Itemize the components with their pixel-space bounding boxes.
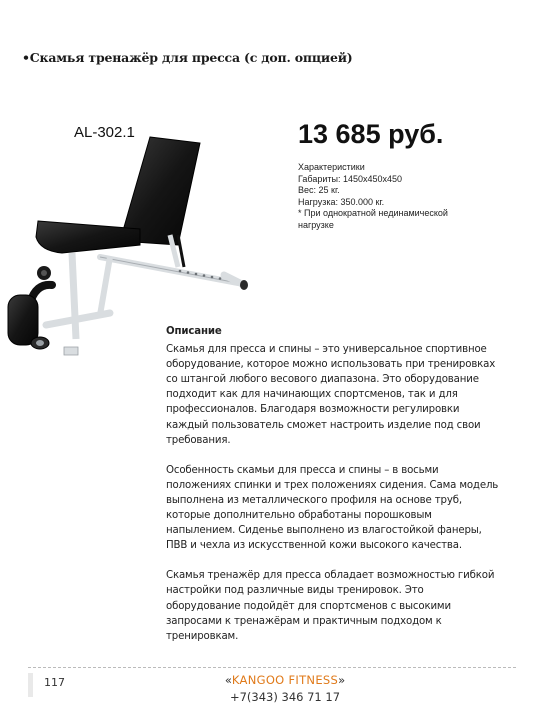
paragraph-line: напылением. Сиденье выполнено из влагостойкой фанеры,	[166, 525, 482, 537]
paragraph-line: Особенность скамьи для пресса и спины – в восьми	[166, 464, 439, 476]
description-heading: Описание	[166, 326, 222, 337]
description-paragraph	[166, 568, 516, 643]
paragraph-line: Скамья для пресса и спины – это универсальное спортивное	[166, 344, 487, 356]
paragraph-line: требования.	[166, 434, 231, 446]
paragraph-line: запросами к тренажёрам и практичным подходом к	[166, 615, 442, 627]
page-number-marker	[28, 673, 33, 697]
spec-line: * При однократной нединамической	[298, 208, 448, 219]
paragraph-line: профессионалов. Благодаря возможности регулировки	[166, 404, 460, 416]
spec-line: нагрузке	[298, 219, 334, 230]
paragraph-line: выполнена из металлического профиля на основе труб,	[166, 494, 462, 506]
spec-line: Вес: 25 кг.	[298, 185, 340, 196]
product-price: 13 685 руб.	[298, 119, 444, 149]
product-model: AL-302.1	[74, 124, 135, 141]
spec-line: Нагрузка: 350.000 кг.	[298, 196, 385, 207]
brand-quote-close: »	[338, 673, 346, 687]
specifications	[298, 162, 498, 232]
description-paragraph	[166, 342, 516, 448]
description	[166, 324, 516, 659]
paragraph-line: каждый пользователь сможет настроить изделие под свои	[166, 419, 481, 431]
footer-brand	[160, 672, 410, 706]
paragraph-line: со штангой любого весового диапазона. Это оборудование	[166, 374, 479, 386]
brand-phone: +7(343) 346 71 17	[229, 690, 341, 704]
paragraph-line: настройки под различные виды тренировок. Это	[166, 585, 424, 597]
paragraph-line: тренировкам.	[166, 630, 239, 642]
paragraph-line: подходит как для начинающих спортсменов, так и для	[166, 389, 458, 401]
paragraph-line: ПВВ и чехла из искусственной кожи высокого качества.	[166, 540, 462, 552]
paragraph-line: оборудование подойдёт для спортсменов с высокими	[166, 600, 451, 612]
paragraph-line: которые дополнительно обработаны порошковым	[166, 510, 432, 522]
paragraph-line: положениях спинки и трех положениях сидения. Сама модель	[166, 479, 499, 491]
description-paragraph	[166, 463, 516, 554]
spec-line: Габариты: 1450х450х450	[298, 173, 403, 184]
specs-heading: Характеристики	[298, 162, 365, 172]
paragraph-line: Скамья тренажёр для пресса обладает возможностью гибкой	[166, 570, 495, 582]
brand-name: KANGOO FITNESS	[231, 673, 339, 687]
page-number: 117	[44, 676, 65, 689]
brand-quote-open: «	[224, 673, 232, 687]
page-title: •Скамья тренажёр для пресса (с доп. опцией)	[22, 50, 353, 65]
paragraph-line: оборудование, которое можно использовать при тренировках	[166, 359, 496, 371]
footer-divider	[28, 667, 516, 668]
